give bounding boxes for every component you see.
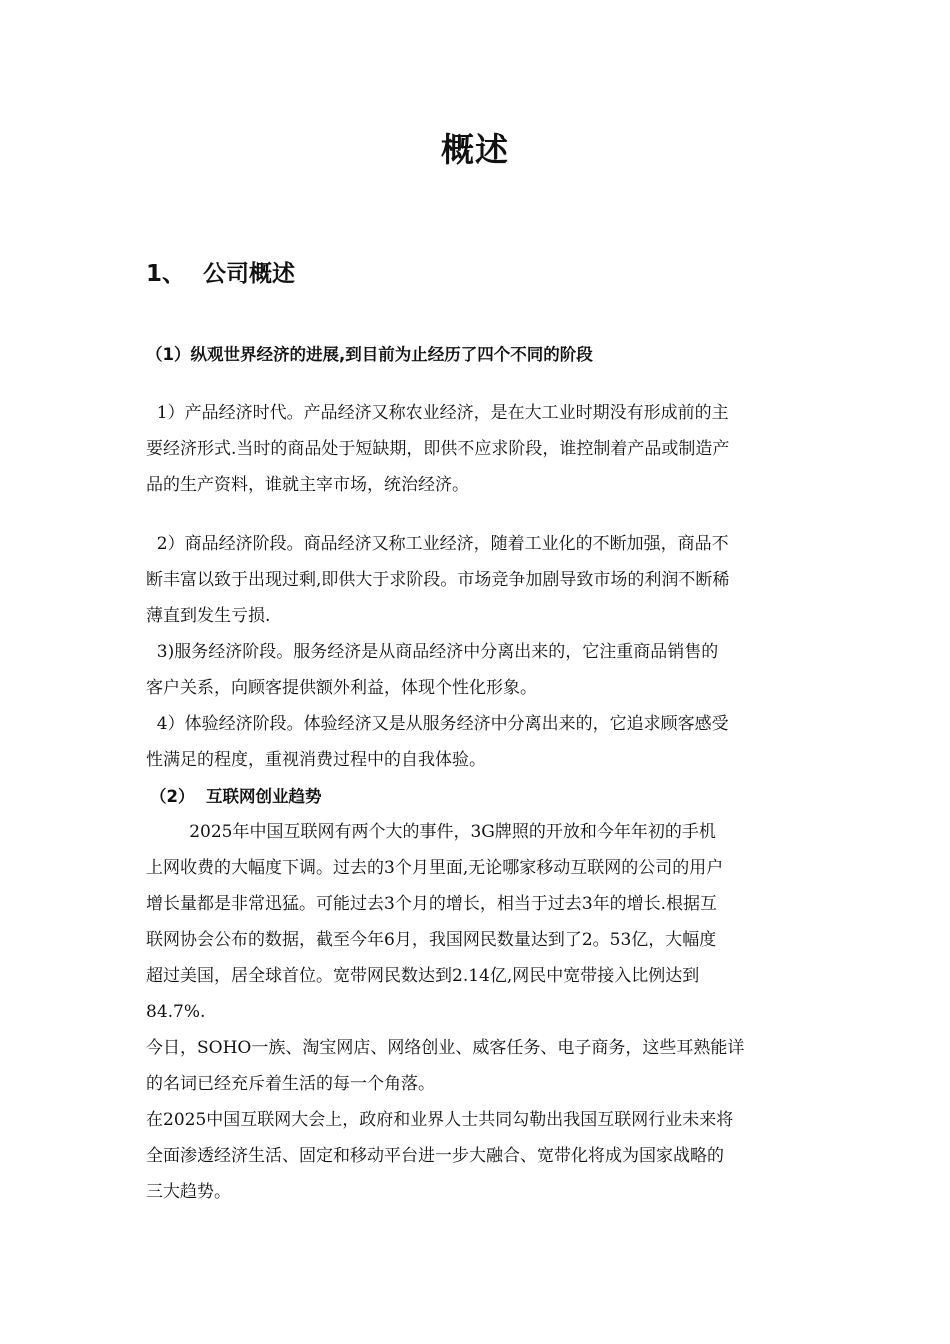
paragraph-line: 全面渗透经济生活、固定和移动平台进一步大融合、宽带化将成为国家战略的 bbox=[146, 1146, 724, 1166]
paragraph-line: 在2025中国互联网大会上，政府和业界人士共同勾勒出我国互联网行业未来将 bbox=[146, 1110, 734, 1130]
paragraph-later-stages bbox=[146, 526, 808, 778]
paragraph-line: 1）产品经济时代。产品经济又称农业经济，是在大工业时期没有形成前的主 bbox=[146, 403, 729, 423]
paragraph-line: 断丰富以致于出现过剩,即供大于求阶段。市场竞争加剧导致市场的利润不断稀 bbox=[146, 570, 730, 590]
paragraph-line: 超过美国，居全球首位。宽带网民数达到2.14亿,网民中宽带接入比例达到 bbox=[146, 966, 700, 986]
page-title: 概述 bbox=[441, 130, 509, 169]
subsection-heading-1: （1）纵观世界经济的进展,到目前为止经历了四个不同的阶段 bbox=[146, 345, 593, 364]
paragraph-line: 上网收费的大幅度下调。过去的3个月里面,无论哪家移动互联网的公司的用户 bbox=[146, 858, 724, 878]
paragraph-line: 品的生产资料，谁就主宰市场，统治经济。 bbox=[146, 475, 469, 495]
paragraph-line: 4）体验经济阶段。体验经济又是从服务经济中分离出来的，它追求顾客感受 bbox=[146, 714, 729, 734]
paragraph-line: 2025年中国互联网有两个大的事件，3G牌照的开放和今年年初的手机 bbox=[146, 822, 716, 842]
subsection-heading-2: （2） 互联网创业趋势 bbox=[150, 787, 322, 806]
section-title: 公司概述 bbox=[203, 261, 296, 287]
section-number: 1、 bbox=[146, 261, 186, 287]
paragraph-line: 今日，SOHO一族、淘宝网店、网络创业、威客任务、电子商务，这些耳熟能详 bbox=[146, 1038, 745, 1058]
paragraph-line: 联网协会公布的数据，截至今年6月，我国网民数量达到了2。53亿，大幅度 bbox=[146, 930, 717, 950]
paragraph-line: 的名词已经充斥着生活的每一个角落。 bbox=[146, 1074, 435, 1094]
paragraph-line: 2）商品经济阶段。商品经济又称工业经济，随着工业化的不断加强，商品不 bbox=[146, 534, 729, 554]
paragraph-line: 3)服务经济阶段。服务经济是从商品经济中分离出来的，它注重商品销售的 bbox=[146, 642, 719, 662]
paragraph-line: 三大趋势。 bbox=[146, 1182, 231, 1202]
paragraph-line: 要经济形式.当时的商品处于短缺期，即供不应求阶段，谁控制着产品或制造产 bbox=[146, 439, 730, 459]
paragraph-line: 性满足的程度，重视消费过程中的自我体验。 bbox=[146, 750, 486, 770]
paragraph-product-economy bbox=[146, 395, 808, 503]
paragraph-line: 客户关系，向顾客提供额外利益，体现个性化形象。 bbox=[146, 678, 537, 698]
paragraph-line: 薄直到发生亏损. bbox=[146, 606, 271, 626]
paragraph-internet-trends bbox=[146, 814, 808, 1210]
paragraph-line: 增长量都是非常迅猛。可能过去3个月的增长，相当于过去3年的增长.根据互 bbox=[146, 894, 718, 914]
paragraph-line: 84.7%. bbox=[146, 1002, 206, 1022]
section-heading bbox=[146, 256, 295, 292]
